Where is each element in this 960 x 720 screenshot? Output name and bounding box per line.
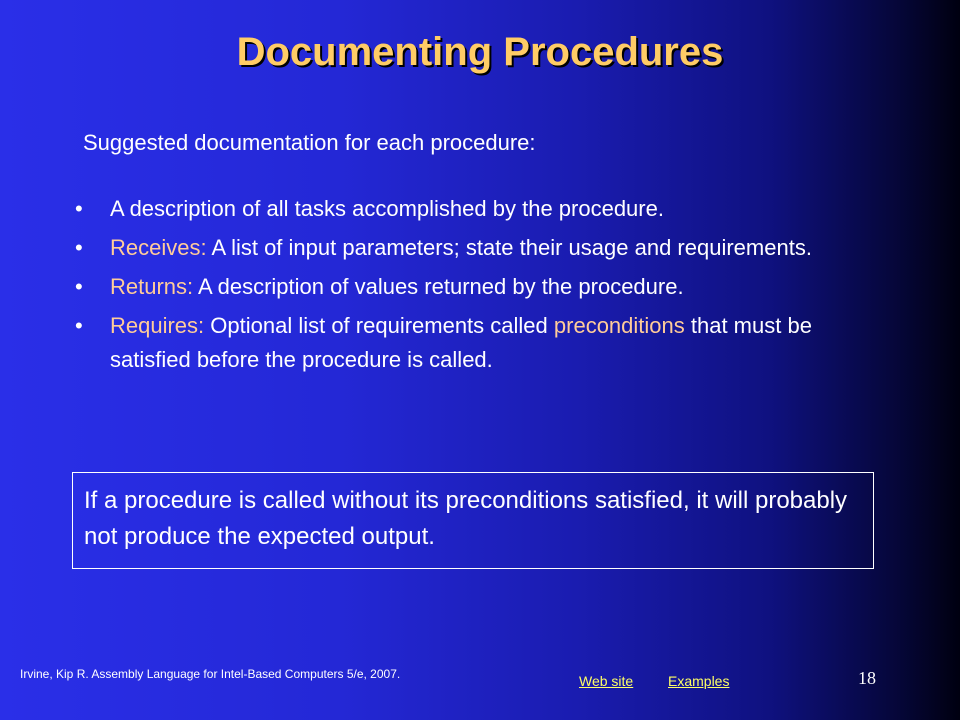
bullet-text: Optional list of requirements called bbox=[204, 313, 554, 338]
note-box: If a procedure is called without its preconditions satisfied, it will probably not produce the expected output. bbox=[72, 472, 874, 569]
bullet-text: A description of all tasks accomplished by the procedure. bbox=[110, 196, 664, 221]
examples-link[interactable]: Examples bbox=[668, 673, 730, 689]
bullet-icon: • bbox=[75, 196, 83, 221]
bullet-item-receives bbox=[75, 231, 855, 265]
bullet-text: A description of values returned by the procedure. bbox=[193, 274, 684, 299]
bullet-label-requires: Requires: bbox=[110, 313, 205, 338]
bullet-item-description bbox=[75, 192, 855, 226]
bullet-label-receives: Receives: bbox=[110, 235, 207, 260]
bullet-icon: • bbox=[75, 313, 83, 338]
web-site-link[interactable]: Web site bbox=[579, 673, 634, 689]
bullet-text: A list of input parameters; state their usage and requirements. bbox=[206, 235, 812, 260]
bullet-icon: • bbox=[75, 274, 83, 299]
bullet-label-returns: Returns: bbox=[110, 274, 194, 299]
slide-title: Documenting Procedures bbox=[236, 30, 724, 74]
page-number: 18 bbox=[858, 668, 876, 688]
bullet-icon: • bbox=[75, 235, 83, 260]
bullet-item-returns bbox=[75, 270, 855, 304]
slide-subtitle: Suggested documentation for each procedure: bbox=[83, 130, 536, 155]
preconditions-highlight: preconditions bbox=[553, 313, 685, 338]
bullet-list bbox=[75, 192, 855, 382]
bullet-item-requires bbox=[75, 309, 855, 377]
bullet-text: that must be satisfied before the procedure is called. bbox=[110, 313, 812, 372]
citation: Irvine, Kip R. Assembly Language for Intel-Based Computers 5/e, 2007. bbox=[20, 667, 401, 681]
